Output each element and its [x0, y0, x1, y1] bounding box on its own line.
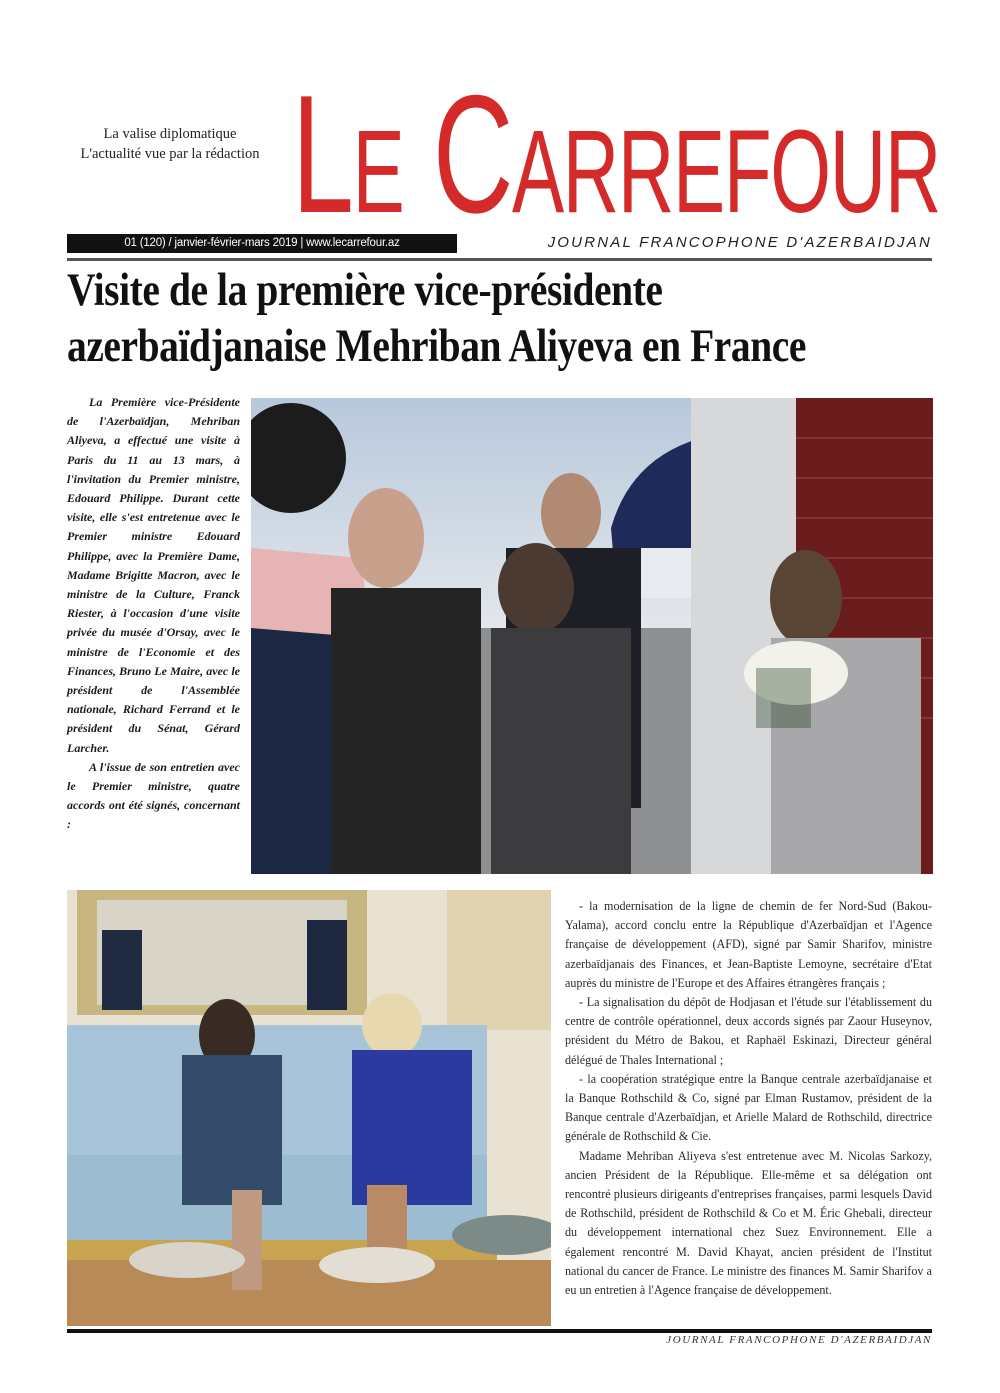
headline-line-2: azerbaïdjanaise Mehriban Aliyeva en France: [67, 320, 806, 372]
tagline-line-2: L'actualité vue par la rédaction: [80, 146, 260, 162]
headline-line-1: Visite de la première vice-présidente: [67, 264, 663, 316]
masthead-tagline: [70, 124, 270, 164]
masthead-title: Le Carrefour: [292, 66, 940, 226]
tagline-line-1: La valise diplomatique: [103, 126, 237, 142]
article-headline: [67, 262, 806, 374]
lead-paragraph: La Première vice-Présidente de l'Azerbaïdjan, Mehriban Aliyeva, a effectué une visite à Paris du 11 au 13 mars, à l'invitation du Premier ministre, Edouard Philippe. Durant cette visite, elle s'est entretenue avec le Premier ministre Edouard Philippe, avec la Première Dame, Madame Brigitte Macron, avec le ministre de la Culture, Franck Riester, à l'occasion d'une visite privée du musée d'Orsay, avec le ministre de l'Economie et des Finances, Bruno Le Maire, avec le président de l'Assemblée nationale, Richard Ferrand et le président du Sénat, Gérard Larcher.: [67, 395, 240, 755]
journal-subtitle: JOURNAL FRANCOPHONE D'AZERBAIDJAN: [547, 234, 932, 251]
elysee-salon-photo: [67, 890, 551, 1326]
body-paragraph: - la modernisation de la ligne de chemin de fer Nord-Sud (Bakou-Yalama), accord conclu entre la République d'Azerbaïdjan et l'Agence française de développement (AFD), signé par Samir Sharifov, ministre azerbaïdjanais des Finances, et Jean-Baptiste Lemoyne, secrétaire d'Etat auprès du ministre de l'Europe et des Affaires étrangères français ;: [565, 899, 932, 990]
lead-paragraph: A l'issue de son entretien avec le Premier ministre, quatre accords ont été signés, concernant :: [67, 759, 240, 832]
body-paragraph: Madame Mehriban Aliyeva s'est entretenue avec M. Nicolas Sarkozy, ancien Président de la République. Elle-même et sa délégation ont rencontré plusieurs dirigeants d'entreprises françaises, parmi lesquels David de Rothschild, président de Rothschild & Co et M. Éric Ghebali, directeur du développement international chez Suez Environnement. Elle a également rencontré M. David Khayat, ancien président de l'Institut national du cancer de France. Le ministre des finances M. Samir Sharifov a eu un entretien à l'Agence française de développement.: [565, 1148, 932, 1298]
issue-info-bar: 01 (120) / janvier-février-mars 2019 | www.lecarrefour.az: [67, 234, 457, 253]
article-lead: [67, 393, 240, 835]
footer-divider: [67, 1329, 932, 1333]
masthead-logo: [292, 66, 942, 226]
footer-journal-subtitle: JOURNAL FRANCOPHONE D'AZERBAIDJAN: [666, 1334, 932, 1346]
body-paragraph: - la coopération stratégique entre la Banque centrale azerbaïdjanaise et la Banque Rothschild & Co, signé par Elman Rustamov, président de la Banque centrale d'Azerbaïdjan, et Arielle Malard de Rothschild, directrice générale de Rothschild & Cie.: [565, 1071, 932, 1144]
article-body: [565, 897, 932, 1300]
airport-arrival-photo: [251, 398, 933, 874]
header-divider: [67, 258, 932, 261]
body-paragraph: - La signalisation du dépôt de Hodjasan et l'étude sur l'établissement du centre de contrôle opérationnel, deux accords signés par Zaour Huseynov, président du Métro de Bakou, et Raphaël Eskinazi, Directeur général délégué de Thales International ;: [565, 995, 932, 1067]
